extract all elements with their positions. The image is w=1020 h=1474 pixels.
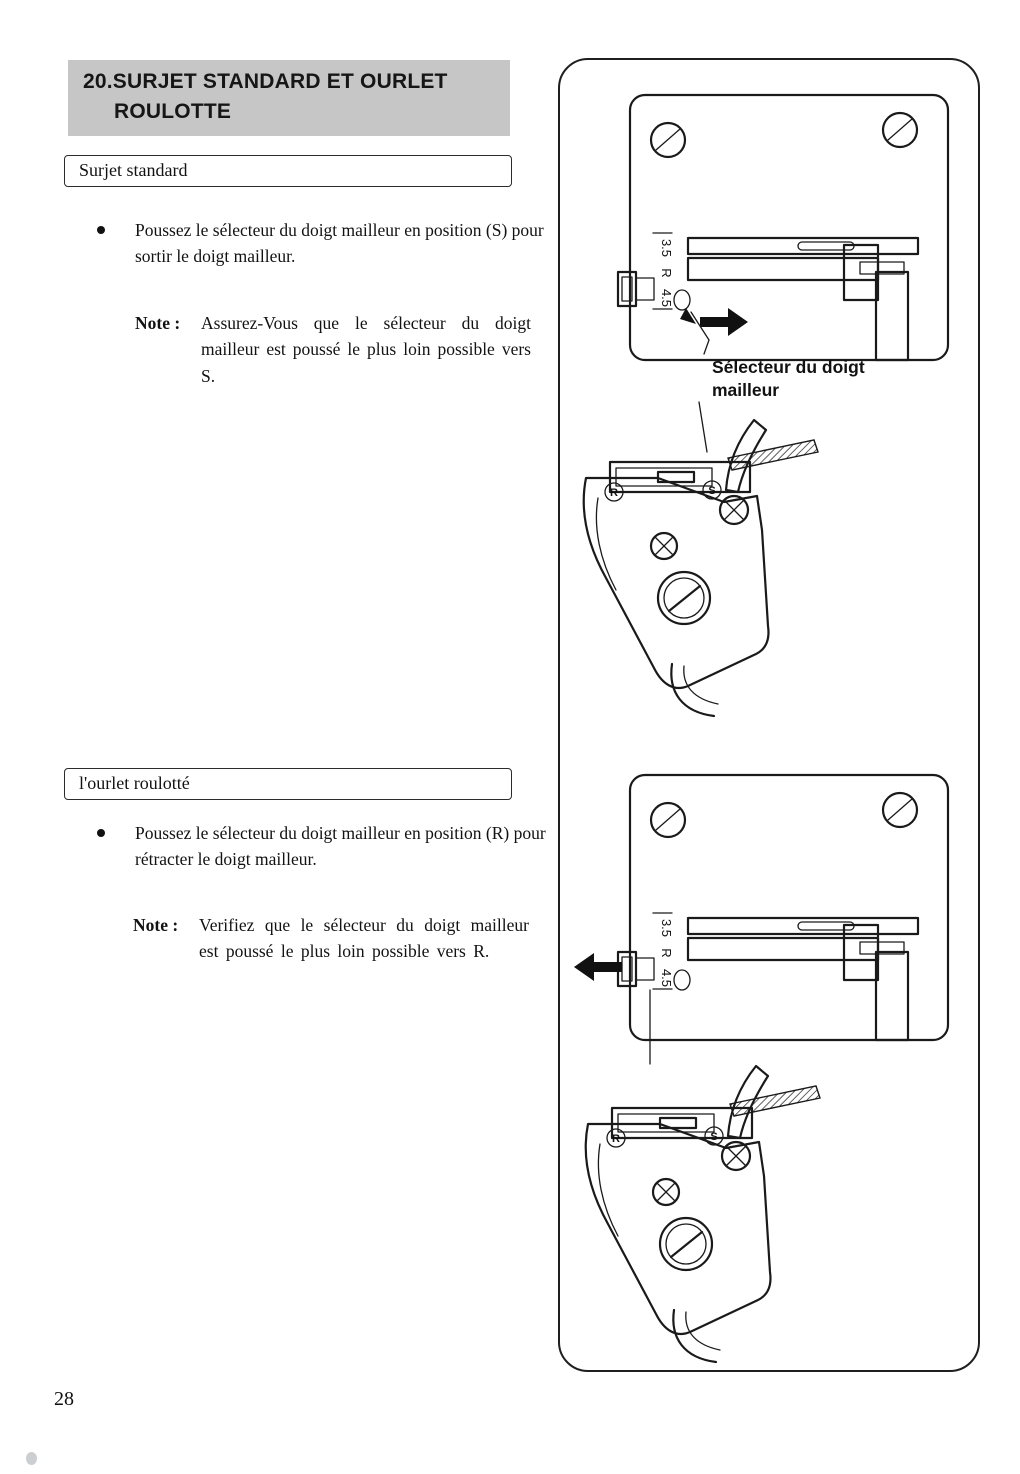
selector-knob xyxy=(618,272,654,306)
note-label: Note : xyxy=(133,915,179,935)
screw-icon xyxy=(883,793,917,827)
screw-icon xyxy=(651,123,685,157)
note-text: Assurez-Vous que le sélecteur du doigt mailleur est poussé le plus loin possible vers S. xyxy=(201,313,531,386)
section-label-surjet-standard: Surjet standard xyxy=(64,155,512,187)
stitch-finger-assembly xyxy=(688,918,918,1040)
scale-label: R xyxy=(659,268,674,278)
selector-letter-s: S xyxy=(708,485,716,497)
phillips-screw-icon xyxy=(651,533,677,559)
stitch-finger-mechanism xyxy=(584,420,818,716)
diagram-callout xyxy=(712,356,865,402)
diagram-standard-overlock xyxy=(560,62,976,752)
scale-label: 3.5 xyxy=(659,918,674,938)
scan-artifact xyxy=(26,1452,37,1465)
stitch-finger-assembly xyxy=(688,238,918,360)
selector-scale xyxy=(653,913,674,989)
selector-letter-s: S xyxy=(710,1131,718,1143)
note-text: Verifiez que le sélecteur du doigt mailleur est poussé le plus loin possible vers R. xyxy=(199,915,529,962)
page-title-line-1: 20.SURJET STANDARD ET OURLET xyxy=(83,70,448,93)
bullet-icon xyxy=(97,829,105,837)
fabric-edge-hatch xyxy=(728,440,818,470)
instruction-text: Poussez le sélecteur du doigt mailleur en position (R) pour rétracter le doigt mailleur. xyxy=(135,823,546,870)
section-label-ourlet-roulotte: l'ourlet roulotté xyxy=(64,768,512,800)
callout-line-1: Sélecteur du doigt xyxy=(712,357,865,377)
page-title xyxy=(68,60,510,136)
needle-plate xyxy=(618,95,948,360)
screw-icon xyxy=(660,1218,712,1270)
direction-arrow-left-icon xyxy=(574,953,622,981)
selector-letter-r: R xyxy=(610,487,618,499)
phillips-screw-icon xyxy=(653,1179,679,1205)
direction-arrow-right-icon xyxy=(700,308,748,336)
scale-label: 4.5 xyxy=(659,288,674,308)
screw-icon xyxy=(883,113,917,147)
instruction-item xyxy=(95,217,547,270)
instruction-item xyxy=(95,820,547,873)
scale-label: 4.5 xyxy=(659,968,674,988)
stitch-finger-mechanism xyxy=(586,1066,820,1362)
curved-tail xyxy=(673,1310,716,1362)
screw-icon xyxy=(651,803,685,837)
scale-label: R xyxy=(659,948,674,958)
fabric-edge-hatch xyxy=(730,1086,820,1116)
callout-leader-line xyxy=(699,402,707,452)
selector-scale xyxy=(653,233,674,309)
callout-line-2: mailleur xyxy=(712,379,780,400)
page-title-line-2: ROULOTTE xyxy=(114,99,232,123)
needle-plate xyxy=(618,775,948,1040)
screw-icon xyxy=(658,572,710,624)
instruction-text: Poussez le sélecteur du doigt mailleur en position (S) pour sortir le doigt mailleur. xyxy=(135,220,544,267)
diagram-rolled-hem xyxy=(560,742,976,1382)
stitch-finger-tip xyxy=(674,970,690,990)
note-block xyxy=(135,310,531,389)
stitch-finger-tip xyxy=(674,290,690,310)
page-number: 28 xyxy=(54,1388,74,1410)
selector-letter-r: R xyxy=(612,1133,620,1145)
selector-knob xyxy=(618,952,654,986)
scale-label: 3.5 xyxy=(659,238,674,258)
note-label: Note : xyxy=(135,313,181,333)
curved-tail xyxy=(671,664,714,716)
note-block xyxy=(133,912,529,965)
bullet-icon xyxy=(97,226,105,234)
